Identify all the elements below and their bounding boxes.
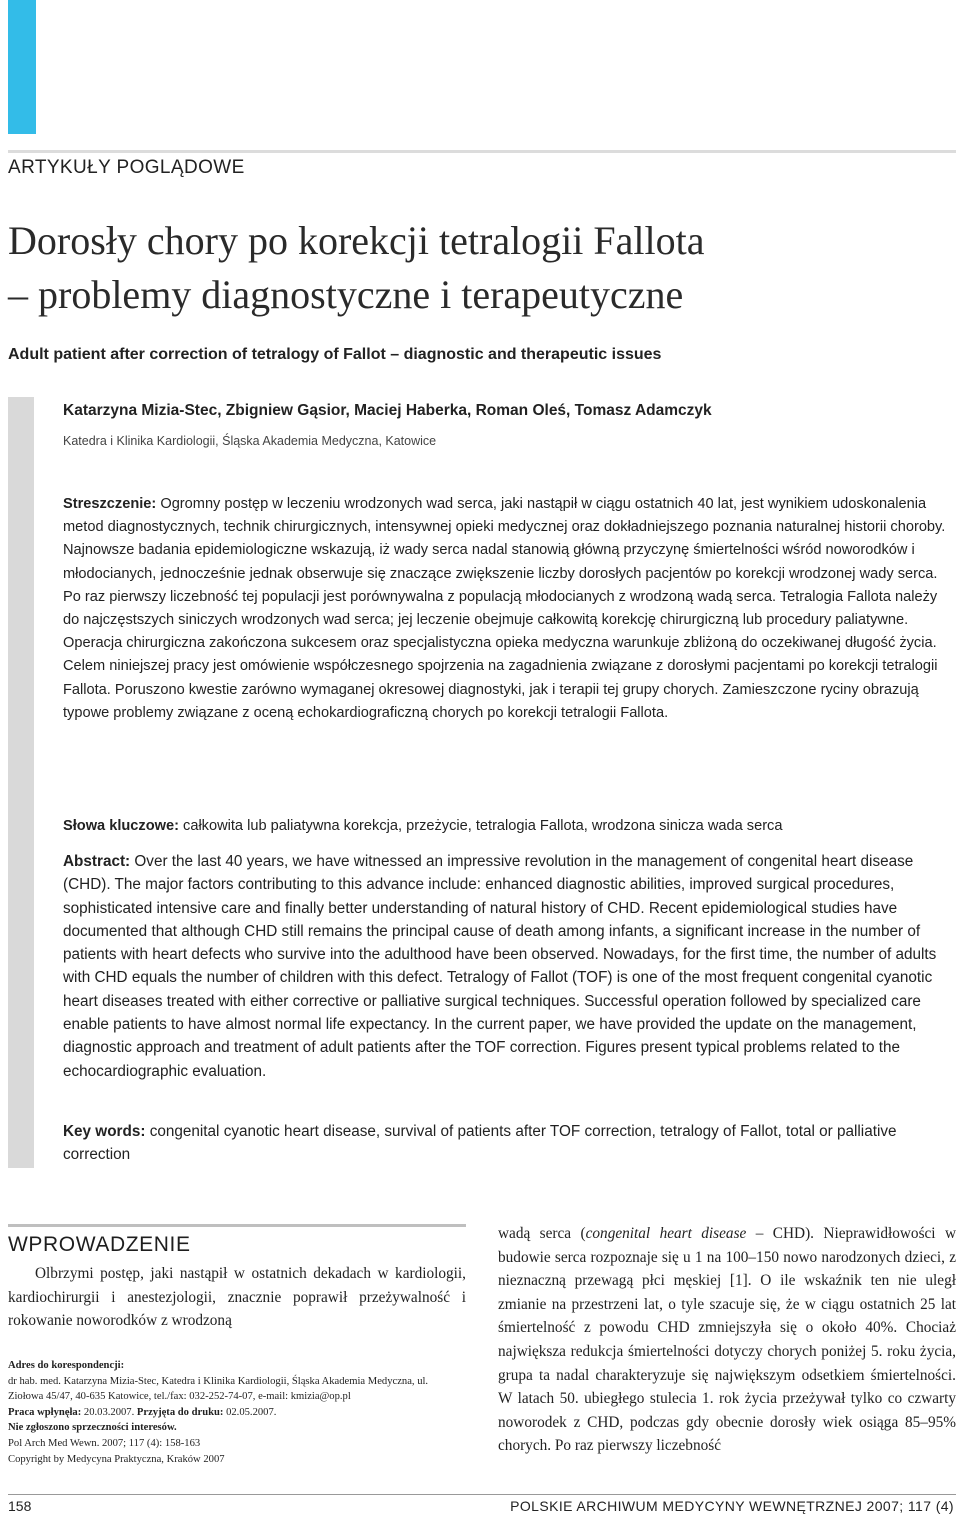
keywords-polish-label: Słowa kluczowe: [63, 818, 179, 834]
abstract-english-label: Abstract: [63, 853, 131, 870]
keywords-english [63, 1120, 948, 1167]
article-title [8, 214, 948, 322]
intro-right-after: – CHD). Nieprawidłowości w budowie serca rozpoznaje się u 1 na 100–150 nowo narodzonych dzieci, z nieznaczną przewagą płci męskiej [1]. O ile wskaźnik ten nie uległ zmianie na przestrzeni lat, o tyle szacuje się, że w ciągu ostatnich 25 lat śmiertelność z powodu CHD zmniejszyła się o około 40%. Chociaż największa redukcja śmiertelności dotyczy chorych poniżej 5. roku życia, grupa ta nadal charakteryzuje się największym odsetkiem śmiertelności. W latach 50. ubiegłego stulecia 1. rok życia przeżywał tylko co czwarty noworodek z CHD, podczas gdy obecnie dorosły wiek osiąga 85–95% chorych. Po raz pierwszy liczebność [498, 1225, 957, 1455]
abstract-english-text: Over the last 40 years, we have witnessed an impressive revolution in the management of congenital heart disease (CHD). The major factors contributing to this advance include: enhanced diagnostic abilities, improved surgical procedures, sophisticated intensive care and finally better understanding of natural history of CHD. Recent epidemiological studies have documented that although CHD still remains the principal cause of death among infants, a significant increase in the number of patients with heart defects who survive into the adulthood have been observed. Nowadays, for the first time, the number of adults with CHD equals the number of children with this defect. Tetralogy of Fallot (TOF) is one of the most frequent congenital cyanotic heart diseases treated with either corrective or palliative surgical techniques. Successful operation followed by specialized care enable patients to have almost normal life expectancy. In the current paper, we have provided the update on the management, diagnostic approach and treatment of adult patients after the TOF correction. Figures present typical problems related to the echocardiographic evaluation. [63, 853, 937, 1080]
title-line-1: Dorosły chory po korekcji tetralogii Fallota [8, 218, 705, 263]
keywords-english-text: congenital cyanotic heart disease, survival of patients after TOF correction, tetralogy of Fallot, total or palliative correction [63, 1123, 897, 1164]
conflict-statement: Nie zgłoszono sprzeczności interesów. [8, 1422, 177, 1434]
page-number: 158 [8, 1498, 32, 1514]
intro-heading: WPROWADZENIE [8, 1233, 191, 1256]
citation: Pol Arch Med Wewn. 2007; 117 (4): 158-163 [8, 1437, 201, 1449]
abstract-polish-label: Streszczenie: [63, 496, 157, 512]
intro-right-before: wadą serca ( [498, 1225, 586, 1242]
affiliation: Katedra i Klinika Kardiologii, Śląska Akademia Medyczna, Katowice [63, 434, 437, 448]
abstract-polish-text: Ogromny postęp w leczeniu wrodzonych wad serca, jaki nastąpił w ciągu ostatnich 40 lat, jest wynikiem udoskonalenia metod diagnostycznych, technik chirurgicznych, intensywnej opieki medycznej oraz dokładniejszego poznania naturalnej historii choroby. Najnowsze badania epidemiologiczne wskazują, iż wady serca nadal stanowią główną przyczynę śmiertelności wśród noworodków i młodocianych, jednocześnie jednak obserwuje się znaczące zwiększenie liczby dorosłych pacjentów po korekcji wrodzonej wady serca. Po raz pierwszy liczebność tej populacji jest porównywalna z populacją młodocianych z wrodzoną wadą serca. Tetralogia Fallota należy do najczęstszych siniczych wrodzonych wad serca; jej leczenie obejmuje całkowitą korekcję chirurgiczną lub procedury paliatywne. Operacja chirurgiczna zakończona sukcesem oraz specjalistyczna opieka medyczna warunkuje zbliżoną do oczekiwanej długość życia. Celem niniejszej pracy jest omówienie współczesnego spojrzenia na zagadnienia związane z dorosłymi pacjentami po korekcji tetralogii Fallota. Poruszono kwestie zarówno wymaganej okresowej diagnostyki, jak i terapii tej grupy chorych. Zamieszczone ryciny obrazują typowe problemy związane z oceną echokardiograficzną chorych po korekcji tetralogii Fallota. [63, 496, 946, 721]
copyright: Copyright by Medycyna Praktyczna, Kraków 2007 [8, 1453, 225, 1465]
received-date: 20.03.2007. [83, 1406, 135, 1418]
journal-name: POLSKIE ARCHIWUM MEDYCYNY WEWNĘTRZNEJ 2007; 117 (4) [510, 1498, 954, 1514]
correspondence-block [8, 1358, 466, 1467]
accent-bar [8, 0, 36, 134]
correspondence-address: dr hab. med. Katarzyna Mizia-Stec, Katedra i Klinika Kardiologii, Śląska Akademia Medyczna, ul. Ziołowa 45/47, 40-635 Katowice, tel./fax: 032-252-74-07, e-mail: kmizia@op.pl [8, 1375, 429, 1403]
top-rule [8, 150, 956, 153]
english-title: Adult patient after correction of tetralogy of Fallot – diagnostic and therapeutic issues [8, 346, 662, 363]
authors: Katarzyna Mizia-Stec, Zbigniew Gąsior, Maciej Haberka, Roman Oleś, Tomasz Adamczyk [63, 402, 712, 419]
keywords-polish-text: całkowita lub paliatywna korekcja, przeżycie, tetralogia Fallota, wrodzona sinicza wada serca [183, 818, 783, 834]
intro-left-paragraph: Olbrzymi postęp, jaki nastąpił w ostatnich dekadach w kardiologii, kardiochirurgii i anestezjologii, znacznie poprawił przeżywalność i rokowanie noworodków z wrodzoną [8, 1265, 466, 1330]
dates-line [8, 1405, 466, 1421]
side-bar [8, 397, 34, 1168]
correspondence-label: Adres do korespondencji: [8, 1360, 125, 1371]
received-label: Praca wpłynęła: [8, 1406, 82, 1418]
intro-right-italic: congenital heart disease [585, 1225, 747, 1242]
title-line-2: – problemy diagnostyczne i terapeutyczne [8, 272, 684, 317]
accepted-label: Przyjęta do druku: [136, 1406, 224, 1418]
section-label: ARTYKUŁY POGLĄDOWE [8, 157, 245, 178]
footer-rule [8, 1494, 956, 1495]
column-rule [8, 1224, 466, 1227]
abstract-english [63, 850, 948, 1083]
keywords-english-label: Key words: [63, 1123, 146, 1140]
intro-right-paragraph [498, 1222, 956, 1458]
abstract-polish [63, 493, 948, 725]
keywords-polish [63, 815, 948, 838]
accepted-date: 02.05.2007. [226, 1406, 277, 1418]
